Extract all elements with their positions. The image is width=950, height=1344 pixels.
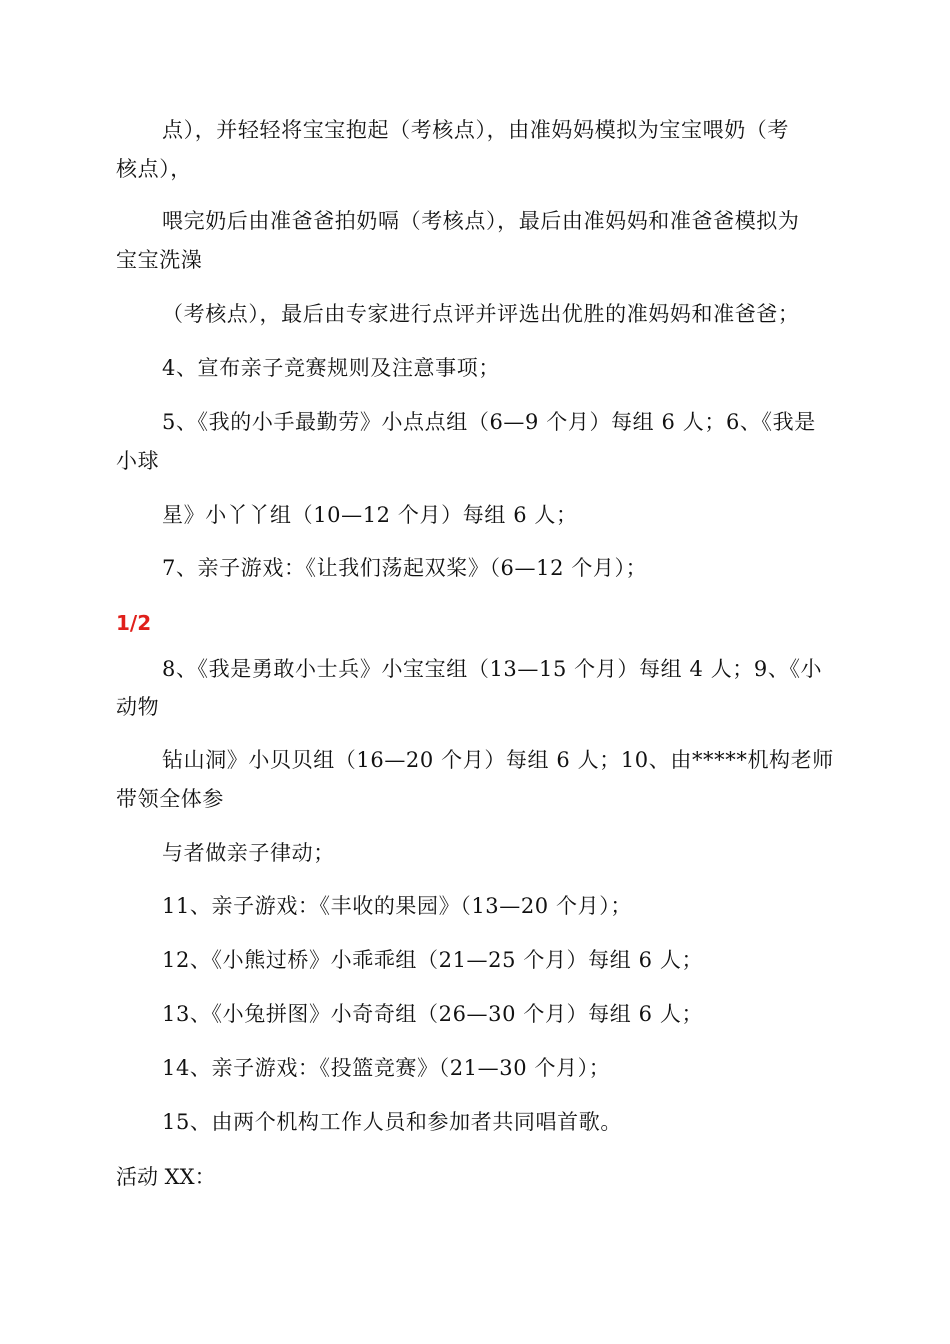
text-line: （考核点），最后由专家进行点评并评选出优胜的准妈妈和准爸爸；: [162, 302, 800, 326]
text-line: 星》小丫丫组（10—12 个月）每组 6 人；: [162, 503, 578, 527]
text-line: 14、亲子游戏：《投篮竞赛》（21—30 个月）；: [162, 1056, 611, 1080]
text-line: 15、由两个机构工作人员和参加者共同唱首歌。: [162, 1110, 622, 1134]
text-line: 与者做亲子律动；: [162, 841, 335, 865]
text-line: 钻山洞》小贝贝组（16—20 个月）每组 6 人；10、由*****机构老师: [162, 748, 834, 772]
page-number-marker: 1/2: [116, 611, 152, 635]
text-line: 带领全体参: [116, 787, 224, 811]
text-line: 8、《我是勇敢小士兵》小宝宝组（13—15 个月）每组 4 人；9、《小: [162, 657, 823, 681]
section-heading: 活动 XX：: [116, 1165, 216, 1189]
text-line: 5、《我的小手最勤劳》小点点组（6—9 个月）每组 6 人；6、《我是: [162, 410, 816, 434]
text-line: 4、宣布亲子竞赛规则及注意事项；: [162, 356, 500, 380]
text-line: 小球: [116, 449, 160, 473]
text-line: 点），并轻轻将宝宝抱起（考核点），由准妈妈模拟为宝宝喂奶（考: [162, 118, 789, 142]
text-line: 12、《小熊过桥》小乖乖组（21—25 个月）每组 6 人；: [162, 948, 704, 972]
text-line: 13、《小兔拼图》小奇奇组（26—30 个月）每组 6 人；: [162, 1002, 704, 1026]
text-line: 核点），: [116, 157, 192, 181]
text-line: 11、亲子游戏：《丰收的果园》（13—20 个月）；: [162, 894, 632, 918]
text-line: 动物: [116, 695, 160, 719]
text-line: 7、亲子游戏：《让我们荡起双桨》（6—12 个月）；: [162, 556, 648, 580]
text-line: 宝宝洗澡: [116, 248, 203, 272]
text-line: 喂完奶后由准爸爸拍奶嗝（考核点），最后由准妈妈和准爸爸模拟为: [162, 209, 800, 233]
